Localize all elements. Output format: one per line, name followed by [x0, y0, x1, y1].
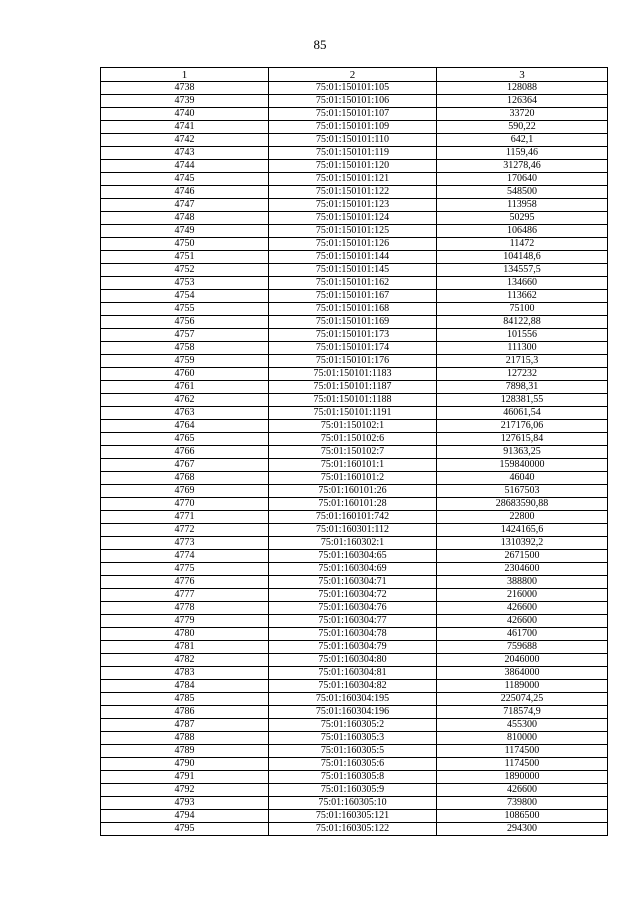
value-cell: 642,1	[437, 134, 608, 147]
cadastral-number-cell: 75:01:160304:72	[269, 589, 437, 602]
cadastral-number-cell: 75:01:160304:69	[269, 563, 437, 576]
row-number-cell: 4751	[101, 251, 269, 264]
table-row	[101, 654, 608, 667]
cadastral-number-cell: 75:01:160304:82	[269, 680, 437, 693]
cadastral-number-cell: 75:01:160302:1	[269, 537, 437, 550]
table-row	[101, 589, 608, 602]
value-cell: 128088	[437, 82, 608, 95]
value-cell: 1189000	[437, 680, 608, 693]
value-cell: 426600	[437, 602, 608, 615]
value-cell: 590,22	[437, 121, 608, 134]
cadastral-number-cell: 75:01:150101:110	[269, 134, 437, 147]
value-cell: 1310392,2	[437, 537, 608, 550]
row-number-cell: 4772	[101, 524, 269, 537]
table-row	[101, 797, 608, 810]
value-cell: 113958	[437, 199, 608, 212]
row-number-cell: 4750	[101, 238, 269, 251]
value-cell: 5167503	[437, 485, 608, 498]
table-row	[101, 160, 608, 173]
row-number-cell: 4761	[101, 381, 269, 394]
cadastral-number-cell: 75:01:150101:106	[269, 95, 437, 108]
cadastral-number-cell: 75:01:160101:2	[269, 472, 437, 485]
value-cell: 127232	[437, 368, 608, 381]
cadastral-number-cell: 75:01:160301:112	[269, 524, 437, 537]
cadastral-number-cell: 75:01:160305:10	[269, 797, 437, 810]
value-cell: 21715,3	[437, 355, 608, 368]
value-cell: 33720	[437, 108, 608, 121]
table-row	[101, 264, 608, 277]
row-number-cell: 4765	[101, 433, 269, 446]
table-row	[101, 186, 608, 199]
table-row	[101, 108, 608, 121]
table-row	[101, 563, 608, 576]
value-cell: 11472	[437, 238, 608, 251]
value-cell: 28683590,88	[437, 498, 608, 511]
row-number-cell: 4785	[101, 693, 269, 706]
cadastral-number-cell: 75:01:150101:124	[269, 212, 437, 225]
cadastral-number-cell: 75:01:150102:6	[269, 433, 437, 446]
table-row	[101, 134, 608, 147]
table-row	[101, 407, 608, 420]
table-row	[101, 355, 608, 368]
cadastral-number-cell: 75:01:160101:742	[269, 511, 437, 524]
table-row	[101, 485, 608, 498]
cadastral-number-cell: 75:01:160305:5	[269, 745, 437, 758]
cadastral-number-cell: 75:01:160305:121	[269, 810, 437, 823]
cadastral-number-cell: 75:01:150101:144	[269, 251, 437, 264]
row-number-cell: 4754	[101, 290, 269, 303]
table-row	[101, 615, 608, 628]
cadastral-number-cell: 75:01:150101:1188	[269, 394, 437, 407]
table-row	[101, 368, 608, 381]
cadastral-number-cell: 75:01:150101:1187	[269, 381, 437, 394]
row-number-cell: 4744	[101, 160, 269, 173]
column-header: 3	[437, 68, 608, 82]
value-cell: 46061,54	[437, 407, 608, 420]
table-row	[101, 472, 608, 485]
table-row	[101, 342, 608, 355]
table-row	[101, 381, 608, 394]
value-cell: 455300	[437, 719, 608, 732]
row-number-cell: 4792	[101, 784, 269, 797]
cadastral-number-cell: 75:01:150101:105	[269, 82, 437, 95]
cadastral-number-cell: 75:01:160304:79	[269, 641, 437, 654]
row-number-cell: 4781	[101, 641, 269, 654]
value-cell: 31278,46	[437, 160, 608, 173]
table-row	[101, 199, 608, 212]
value-cell: 22800	[437, 511, 608, 524]
row-number-cell: 4780	[101, 628, 269, 641]
table-row	[101, 121, 608, 134]
row-number-cell: 4769	[101, 485, 269, 498]
cadastral-number-cell: 75:01:160101:26	[269, 485, 437, 498]
table-row	[101, 82, 608, 95]
cadastral-number-cell: 75:01:150102:1	[269, 420, 437, 433]
row-number-cell: 4741	[101, 121, 269, 134]
value-cell: 1174500	[437, 745, 608, 758]
table-row	[101, 251, 608, 264]
cadastral-number-cell: 75:01:150101:1183	[269, 368, 437, 381]
table-row	[101, 758, 608, 771]
header-row	[101, 68, 608, 82]
table-row	[101, 732, 608, 745]
cadastral-number-cell: 75:01:160304:78	[269, 628, 437, 641]
cadastral-number-cell: 75:01:160101:28	[269, 498, 437, 511]
cadastral-number-cell: 75:01:150101:109	[269, 121, 437, 134]
value-cell: 134660	[437, 277, 608, 290]
cadastral-number-cell: 75:01:150101:119	[269, 147, 437, 160]
row-number-cell: 4759	[101, 355, 269, 368]
table-row	[101, 303, 608, 316]
table-row	[101, 667, 608, 680]
cadastral-number-cell: 75:01:160101:1	[269, 459, 437, 472]
cadastral-number-cell: 75:01:150101:121	[269, 173, 437, 186]
table-row	[101, 212, 608, 225]
value-cell: 426600	[437, 784, 608, 797]
row-number-cell: 4776	[101, 576, 269, 589]
table-row	[101, 420, 608, 433]
row-number-cell: 4738	[101, 82, 269, 95]
table-row	[101, 524, 608, 537]
row-number-cell: 4745	[101, 173, 269, 186]
value-cell: 225074,25	[437, 693, 608, 706]
value-cell: 2671500	[437, 550, 608, 563]
cadastral-number-cell: 75:01:150101:122	[269, 186, 437, 199]
cadastral-number-cell: 75:01:160304:81	[269, 667, 437, 680]
value-cell: 2046000	[437, 654, 608, 667]
cadastral-number-cell: 75:01:150101:176	[269, 355, 437, 368]
value-cell: 217176,06	[437, 420, 608, 433]
column-header: 2	[269, 68, 437, 82]
value-cell: 127615,84	[437, 433, 608, 446]
row-number-cell: 4764	[101, 420, 269, 433]
row-number-cell: 4752	[101, 264, 269, 277]
row-number-cell: 4753	[101, 277, 269, 290]
table-row	[101, 329, 608, 342]
value-cell: 426600	[437, 615, 608, 628]
table-row	[101, 511, 608, 524]
value-cell: 134557,5	[437, 264, 608, 277]
value-cell: 548500	[437, 186, 608, 199]
cadastral-number-cell: 75:01:160304:77	[269, 615, 437, 628]
row-number-cell: 4790	[101, 758, 269, 771]
table-row	[101, 277, 608, 290]
table-row	[101, 446, 608, 459]
row-number-cell: 4773	[101, 537, 269, 550]
cadastral-number-cell: 75:01:160305:8	[269, 771, 437, 784]
cadastral-number-cell: 75:01:160304:195	[269, 693, 437, 706]
row-number-cell: 4787	[101, 719, 269, 732]
row-number-cell: 4768	[101, 472, 269, 485]
table-row	[101, 95, 608, 108]
row-number-cell: 4755	[101, 303, 269, 316]
table-body	[101, 82, 608, 836]
cadastral-number-cell: 75:01:160304:80	[269, 654, 437, 667]
value-cell: 718574,9	[437, 706, 608, 719]
row-number-cell: 4789	[101, 745, 269, 758]
row-number-cell: 4794	[101, 810, 269, 823]
table-row	[101, 628, 608, 641]
table-row	[101, 641, 608, 654]
cadastral-number-cell: 75:01:160304:65	[269, 550, 437, 563]
table-row	[101, 771, 608, 784]
table-row	[101, 719, 608, 732]
value-cell: 104148,6	[437, 251, 608, 264]
cadastral-number-cell: 75:01:160305:122	[269, 823, 437, 836]
cadastral-number-cell: 75:01:160304:196	[269, 706, 437, 719]
row-number-cell: 4795	[101, 823, 269, 836]
table-row	[101, 810, 608, 823]
table-row	[101, 225, 608, 238]
table-row	[101, 706, 608, 719]
cadastral-number-cell: 75:01:150101:173	[269, 329, 437, 342]
value-cell: 170640	[437, 173, 608, 186]
cadastral-number-cell: 75:01:150101:126	[269, 238, 437, 251]
cadastral-number-cell: 75:01:160304:76	[269, 602, 437, 615]
row-number-cell: 4739	[101, 95, 269, 108]
table-row	[101, 173, 608, 186]
row-number-cell: 4766	[101, 446, 269, 459]
cadastral-number-cell: 75:01:150101:125	[269, 225, 437, 238]
value-cell: 1174500	[437, 758, 608, 771]
value-cell: 1159,46	[437, 147, 608, 160]
cadastral-number-cell: 75:01:150102:7	[269, 446, 437, 459]
row-number-cell: 4791	[101, 771, 269, 784]
row-number-cell: 4782	[101, 654, 269, 667]
row-number-cell: 4779	[101, 615, 269, 628]
row-number-cell: 4784	[101, 680, 269, 693]
column-header: 1	[101, 68, 269, 82]
value-cell: 1424165,6	[437, 524, 608, 537]
cadastral-number-cell: 75:01:150101:1191	[269, 407, 437, 420]
cadastral-number-cell: 75:01:150101:120	[269, 160, 437, 173]
row-number-cell: 4757	[101, 329, 269, 342]
value-cell: 128381,55	[437, 394, 608, 407]
row-number-cell: 4743	[101, 147, 269, 160]
row-number-cell: 4778	[101, 602, 269, 615]
row-number-cell: 4793	[101, 797, 269, 810]
value-cell: 91363,25	[437, 446, 608, 459]
value-cell: 759688	[437, 641, 608, 654]
cadastral-number-cell: 75:01:150101:167	[269, 290, 437, 303]
row-number-cell: 4767	[101, 459, 269, 472]
page-number: 85	[313, 37, 327, 52]
value-cell: 113662	[437, 290, 608, 303]
value-cell: 3864000	[437, 667, 608, 680]
table-row	[101, 316, 608, 329]
cadastral-number-cell: 75:01:150101:168	[269, 303, 437, 316]
value-cell: 388800	[437, 576, 608, 589]
table-row	[101, 693, 608, 706]
value-cell: 810000	[437, 732, 608, 745]
table-row	[101, 745, 608, 758]
value-cell: 106486	[437, 225, 608, 238]
value-cell: 75100	[437, 303, 608, 316]
row-number-cell: 4749	[101, 225, 269, 238]
value-cell: 101556	[437, 329, 608, 342]
value-cell: 1086500	[437, 810, 608, 823]
cadastral-number-cell: 75:01:160305:3	[269, 732, 437, 745]
table-row	[101, 459, 608, 472]
value-cell: 126364	[437, 95, 608, 108]
table-row	[101, 823, 608, 836]
cadastral-number-cell: 75:01:150101:169	[269, 316, 437, 329]
cadastral-number-cell: 75:01:150101:123	[269, 199, 437, 212]
cadastral-number-cell: 75:01:150101:145	[269, 264, 437, 277]
table-row	[101, 537, 608, 550]
row-number-cell: 4760	[101, 368, 269, 381]
row-number-cell: 4758	[101, 342, 269, 355]
row-number-cell: 4786	[101, 706, 269, 719]
row-number-cell: 4746	[101, 186, 269, 199]
row-number-cell: 4775	[101, 563, 269, 576]
table-row	[101, 550, 608, 563]
cadastral-number-cell: 75:01:150101:174	[269, 342, 437, 355]
table-row	[101, 394, 608, 407]
value-cell: 111300	[437, 342, 608, 355]
row-number-cell: 4783	[101, 667, 269, 680]
value-cell: 2304600	[437, 563, 608, 576]
data-table	[100, 67, 608, 836]
row-number-cell: 4777	[101, 589, 269, 602]
value-cell: 84122,88	[437, 316, 608, 329]
cadastral-number-cell: 75:01:160305:2	[269, 719, 437, 732]
row-number-cell: 4763	[101, 407, 269, 420]
table-row	[101, 290, 608, 303]
row-number-cell: 4742	[101, 134, 269, 147]
table-row	[101, 784, 608, 797]
value-cell: 461700	[437, 628, 608, 641]
cadastral-number-cell: 75:01:160305:6	[269, 758, 437, 771]
value-cell: 294300	[437, 823, 608, 836]
value-cell: 46040	[437, 472, 608, 485]
row-number-cell: 4774	[101, 550, 269, 563]
row-number-cell: 4747	[101, 199, 269, 212]
table-row	[101, 576, 608, 589]
cadastral-number-cell: 75:01:160304:71	[269, 576, 437, 589]
row-number-cell: 4770	[101, 498, 269, 511]
value-cell: 216000	[437, 589, 608, 602]
value-cell: 7898,31	[437, 381, 608, 394]
table-row	[101, 238, 608, 251]
table-row	[101, 498, 608, 511]
value-cell: 739800	[437, 797, 608, 810]
row-number-cell: 4740	[101, 108, 269, 121]
cadastral-number-cell: 75:01:150101:107	[269, 108, 437, 121]
value-cell: 1890000	[437, 771, 608, 784]
row-number-cell: 4788	[101, 732, 269, 745]
table-row	[101, 680, 608, 693]
value-cell: 50295	[437, 212, 608, 225]
row-number-cell: 4748	[101, 212, 269, 225]
value-cell: 159840000	[437, 459, 608, 472]
row-number-cell: 4762	[101, 394, 269, 407]
cadastral-number-cell: 75:01:160305:9	[269, 784, 437, 797]
table-row	[101, 433, 608, 446]
row-number-cell: 4756	[101, 316, 269, 329]
row-number-cell: 4771	[101, 511, 269, 524]
cadastral-number-cell: 75:01:150101:162	[269, 277, 437, 290]
table-row	[101, 602, 608, 615]
table-row	[101, 147, 608, 160]
